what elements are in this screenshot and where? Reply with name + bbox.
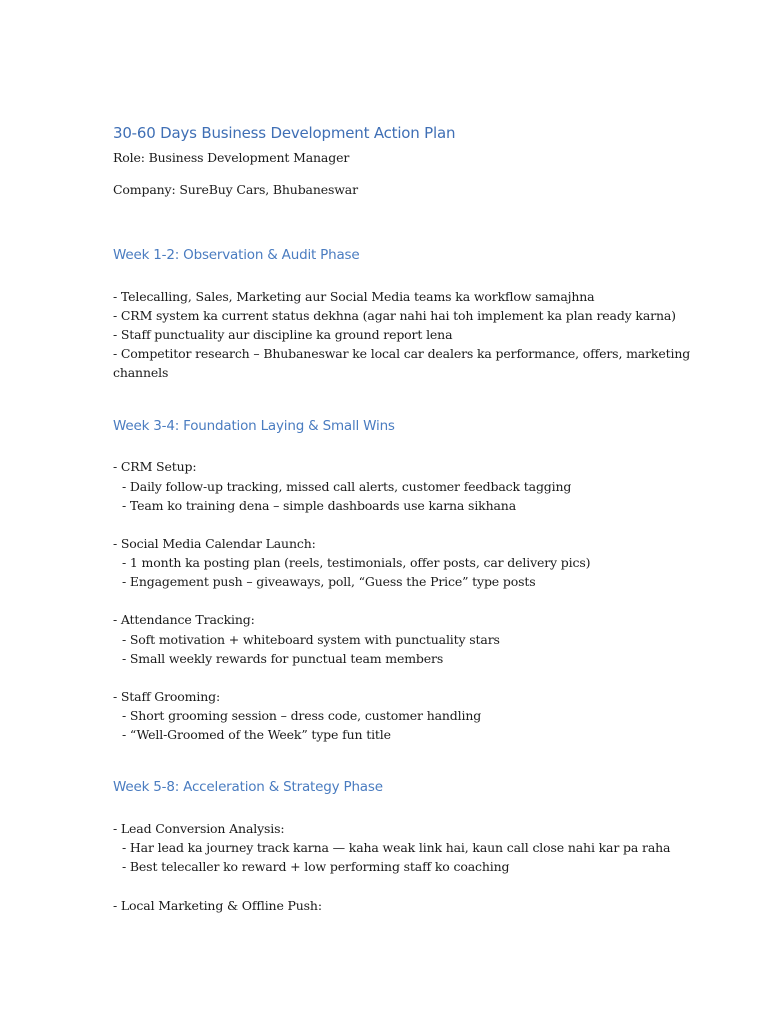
list-item: - 1 month ka posting plan (reels, testimonials, offer posts, car delivery pics) [122, 555, 591, 570]
list-item: - Telecalling, Sales, Marketing aur Social Media teams ka workflow samajhna [113, 289, 595, 304]
company-line: Company: SureBuy Cars, Bhubaneswar [113, 182, 358, 197]
list-item: - Har lead ka journey track karna — kaha weak link hai, kaun call close nahi kar pa raha [122, 840, 671, 855]
attendance-title: - Attendance Tracking: [113, 612, 255, 627]
social-media-title: - Social Media Calendar Launch: [113, 536, 316, 551]
week-3-4-heading: Week 3-4: Foundation Laying & Small Wins [113, 418, 395, 434]
crm-setup-title: - CRM Setup: [113, 459, 197, 474]
document-title: 30-60 Days Business Development Action Plan [113, 124, 456, 142]
list-item-continuation: channels [113, 365, 169, 380]
list-item: - Soft motivation + whiteboard system with punctuality stars [122, 632, 500, 647]
list-item: - Small weekly rewards for punctual team members [122, 651, 444, 666]
list-item: - “Well-Groomed of the Week” type fun title [122, 727, 391, 742]
local-marketing-title: - Local Marketing & Offline Push: [113, 898, 322, 913]
list-item: - Engagement push – giveaways, poll, “Guess the Price” type posts [122, 574, 536, 589]
staff-grooming-title: - Staff Grooming: [113, 689, 221, 704]
week-1-2-heading: Week 1-2: Observation & Audit Phase [113, 247, 360, 263]
role-line: Role: Business Development Manager [113, 150, 350, 165]
list-item: - Competitor research – Bhubaneswar ke local car dealers ka performance, offers, marketing [113, 346, 691, 361]
week-5-8-heading: Week 5-8: Acceleration & Strategy Phase [113, 779, 383, 795]
lead-conversion-title: - Lead Conversion Analysis: [113, 821, 285, 836]
list-item: - Best telecaller ko reward + low performing staff ko coaching [122, 859, 510, 874]
list-item: - CRM system ka current status dekhna (agar nahi hai toh implement ka plan ready karna) [113, 308, 676, 323]
list-item: - Daily follow-up tracking, missed call alerts, customer feedback tagging [122, 479, 572, 494]
list-item: - Team ko training dena – simple dashboards use karna sikhana [122, 498, 516, 513]
list-item: - Short grooming session – dress code, customer handling [122, 708, 482, 723]
list-item: - Staff punctuality aur discipline ka ground report lena [113, 327, 453, 342]
